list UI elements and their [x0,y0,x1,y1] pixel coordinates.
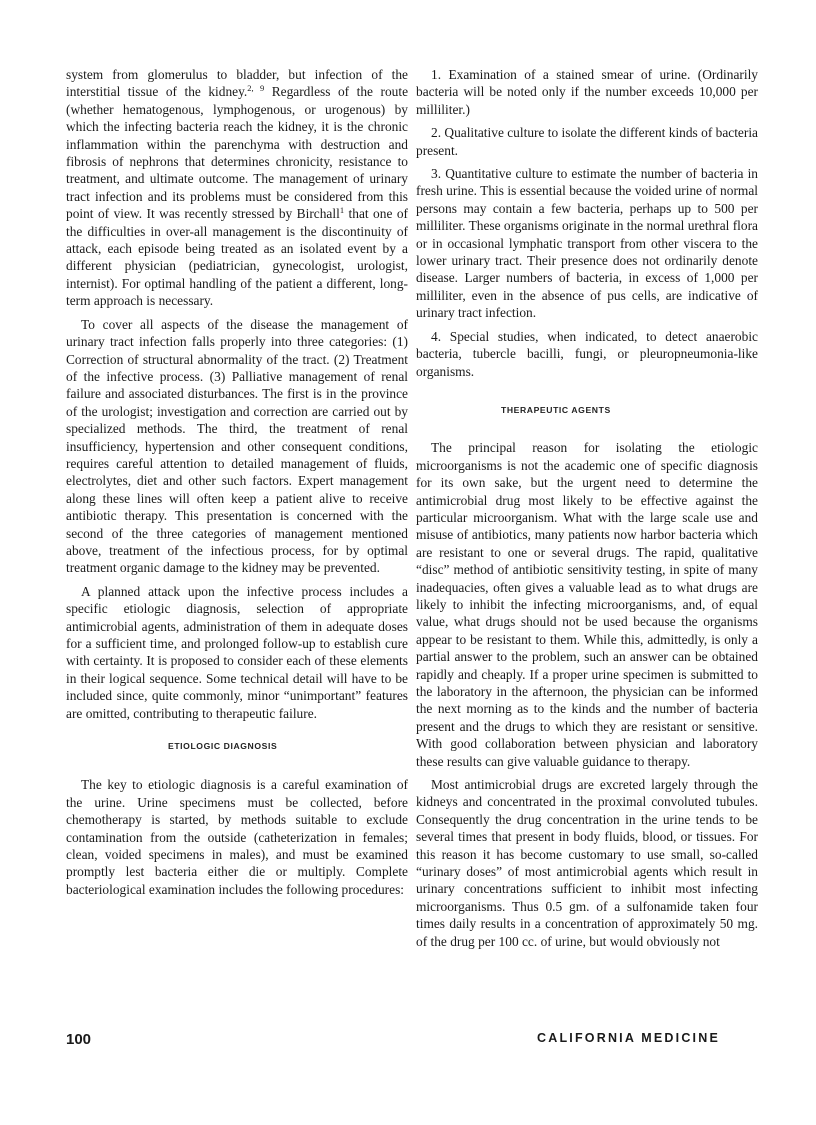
paragraph-principal-reason: The principal reason for isolating the etiologic microorganisms is not the academic one of specific diagnosis for its own sake, but the urgent need to determine the antimicrobial drug most likely to be effective against the particular microorganism. What with the large scale use and misuse of antibiotics, many patients now harbor bacteria which are resistant to one or several drugs. The rapid, qualitative “disc” method of antibiotic sensitivity testing, in spite of many inadequacies, often gives a valuable lead as to what drugs are likely to inhibit the infecting microorganisms, and, of equal value, what drugs should not be used because the organisms appear to be resistant to them. While this, admittedly, is only a partial answer to the problem, such an answer can be obtained rapidly and cheaply. If a proper urine specimen is submitted to the laboratory in the afternoon, the physician can be informed the next morning as to the kinds and the number of bacteria present and the drugs to which they are resistant or sensitive. With good collaboration between physician and laboratory these results can give valuable guidance to therapy. [416,440,758,769]
text-run: Regardless of the route (whether hematogenous, lymphogenous, or urogenous) by which the infecting bacteria reach the kidney, it is the chronic inflammation within the parenchyma with destruction and fibrosis of nephrons that determines chronicity, resistance to treatment, and ultimate outcome. The management of urinary tract infection and its problems must be considered from this point of view. It was recently stressed by Birchall [66,84,409,222]
list-item: 4. Special studies, when indicated, to detect anaerobic bacteria, tubercle bacilli, fungi, or pleuropneumonia-like organisms. [416,328,758,379]
right-column [416,66,758,950]
paragraph-excretion: Most antimicrobial drugs are excreted largely through the kidneys and concentrated in the proximal convoluted tubules. Consequently the drug concentration in the urine tends to be several times that present in body fluids, blood, or tissues. For this reason it has become customary to use small, so-called “urinary doses” of most antimicrobial agents which result in urinary concentrations sufficient to inhibit most infecting microorganisms. Thus 0.5 gm. of a sulfonamide taken four times daily results in a concentration of approximately 50 mg. of the drug per 100 cc. of urine, but would obviously not [416,777,758,949]
page-number: 100 [66,1031,92,1048]
section-heading-therapeutic: THERAPEUTIC AGENTS [501,404,611,415]
list-item: 2. Qualitative culture to isolate the different kinds of bacteria present. [416,125,758,158]
paragraph-continued [66,66,408,310]
citation-superscript: 1 [339,205,345,216]
list-item: 3. Quantitative culture to estimate the number of bacteria in fresh urine. This is essential because the voided urine of normal persons may contain a few bacteria, perhaps up to 500 per milliliter. These organisms originate in the normal urethral flora or in occasional lymphatic transport from other viscera to the lower urinary tract. Their presence does not ordinarily denote disease. Larger numbers of bacteria, in excess of 1,000 per milliliter, even in the absence of pus cells, are indicative of urinary tract infection. [416,166,758,321]
list-item: 1. Examination of a stained smear of urine. (Ordinarily bacteria will be noted only if the number exceeds 10,000 per milliliter.) [416,67,758,117]
text-run: system from glomerulus to bladder, but infection of the interstitial tissue of the kidney. [66,67,408,100]
paragraph-categories: To cover all aspects of the disease the management of urinary tract infection falls properly into three categories: (1) Correction of structural abnormality of the tract. (2) Treatment of the infective process. (3) Palliative management of renal failure and associated disturbances. The first is in the province of the urologist; investigation and correction are carried out by specialized methods. The third, the treatment of renal insufficiency, hypertension and other consequent conditions, requires careful attention to detailed management of fluids, electrolytes, diet and other such factors. Expert management along these lines will often keep a patient alive to receive antibiotic therapy. This presentation is concerned with the second of the three categories of management mentioned above, treatment of the infectious process, for by optimal treatment organic damage to the kidney may be prevented. [66,316,408,576]
left-column [66,66,408,898]
procedure-list [416,66,758,380]
citation-superscript: 2, 9 [247,83,265,94]
paragraph-etiologic: The key to etiologic diagnosis is a careful examination of the urine. Urine specimens must be collected, before chemotherapy is started, by methods suitable to exclude contamination from the outside (catheterization in females; clean, voided specimens in males), and must be examined promptly lest bacteria either die or multiply. Complete bacteriological examination includes the following procedures: [66,777,408,897]
section-heading-etiologic: ETIOLOGIC DIAGNOSIS [168,741,278,752]
journal-name: CALIFORNIA MEDICINE [537,1031,720,1045]
paragraph-planned-attack: A planned attack upon the infective process includes a specific etiologic diagnosis, selection of appropriate antimicrobial agents, administration of them in adequate doses for a sufficient time, and prolonged follow-up to establish cure with certainty. It is proposed to consider each of these elements in their logical sequence. Some technical detail will have to be included since, quite commonly, minor “unimportant” features are omitted, contributing to therapeutic failure. [66,583,408,721]
text-run: that one of the difficulties in over-all management is the discontinuity of attack, each episode being treated as an isolated event by a different physician (pediatrician, gynecologist, urologist, internist). For optimal handling of the patient a different, long-term approach is necessary. [66,206,408,309]
